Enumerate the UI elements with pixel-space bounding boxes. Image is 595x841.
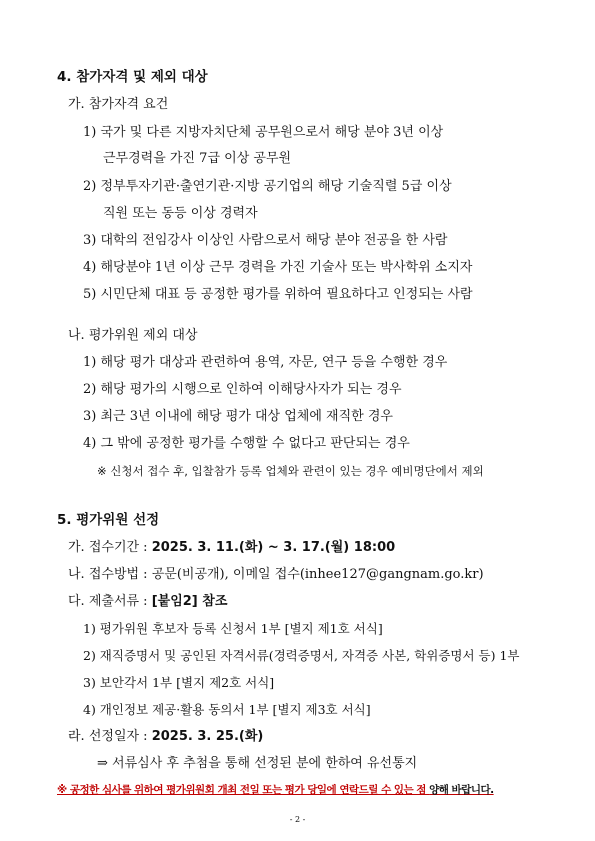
eligibility-item-cont: 직원 또는 동등 이상 경력자	[103, 206, 258, 221]
contact-alert-red: ※ 공정한 심사를 위하여 평가위원회 개최 전일 또는 평가 당일에 연락드릴 수 있는 점	[57, 784, 430, 796]
eligibility-item: 2) 정부투자기관·출연기관·지방 공기업의 해당 기술직렬 5급 이상	[83, 179, 452, 194]
method-row: 나. 접수방법 : 공문(비공개), 이메일 접수(inhee127@gangnam.go.kr)	[68, 567, 484, 582]
eligibility-item: 1) 국가 및 다른 지방자치단체 공무원으로서 해당 분야 3년 이상	[83, 125, 444, 140]
eligibility-item: 4) 해당분야 1년 이상 근무 경력을 가진 기술사 또는 박사학위 소지자	[83, 260, 473, 275]
exclusion-item: 4) 그 밖에 공정한 평가를 수행할 수 없다고 판단되는 경우	[83, 436, 410, 451]
exclusion-item: 1) 해당 평가 대상과 관련하여 용역, 자문, 연구 등을 수행한 경우	[83, 355, 448, 370]
date-note: ⇒ 서류심사 후 추첨을 통해 선정된 분에 한하여 유선통지	[97, 756, 418, 771]
docs-row	[68, 593, 227, 611]
period-row	[68, 539, 395, 557]
contact-alert	[57, 781, 494, 799]
docs-label: 다. 제출서류 :	[68, 594, 152, 609]
eligibility-item: 5) 시민단체 대표 등 공정한 평가를 위하여 필요하다고 인정되는 사람	[83, 287, 473, 302]
docs-value: [붙임2] 참조	[151, 594, 228, 609]
date-value: 2025. 3. 25.(화)	[151, 729, 264, 744]
doc-item: 2) 재직증명서 및 공인된 자격서류(경력증명서, 자격증 사본, 학위증명서 등) 1부	[83, 648, 520, 663]
doc-item: 4) 개인정보 제공·활용 동의서 1부 [별지 제3호 서식]	[83, 702, 371, 717]
doc-item: 1) 평가위원 후보자 등록 신청서 1부 [별지 제1호 서식]	[83, 621, 383, 636]
doc-item: 3) 보안각서 1부 [별지 제2호 서식]	[83, 675, 275, 690]
period-value: 2025. 3. 11.(화) ~ 3. 17.(월) 18:00	[151, 540, 396, 555]
date-row	[68, 728, 263, 746]
date-label: 라. 선정일자 :	[68, 729, 152, 744]
section-4-heading: 4. 참가자격 및 제외 대상	[57, 69, 208, 85]
exclusion-item: 3) 최근 3년 이내에 해당 평가 대상 업체에 재직한 경우	[83, 409, 393, 424]
contact-alert-black: 양해 바랍니다.	[429, 784, 494, 796]
section-5-heading: 5. 평가위원 선정	[57, 512, 160, 528]
exclusion-item: 2) 해당 평가의 시행으로 인하여 이해당사자가 되는 경우	[83, 382, 402, 397]
page-number: - 2 -	[289, 815, 306, 824]
subsection-b-title: 나. 평가위원 제외 대상	[68, 328, 198, 343]
period-label: 가. 접수기간 :	[68, 540, 152, 555]
exclusion-note: ※ 신청서 접수 후, 입찰참가 등록 업체와 관련이 있는 경우 예비명단에서 제외	[97, 464, 484, 478]
subsection-a-title: 가. 참가자격 요건	[68, 97, 169, 112]
eligibility-item-cont: 근무경력을 가진 7급 이상 공무원	[103, 151, 292, 166]
eligibility-item: 3) 대학의 전임강사 이상인 사람으로서 해당 분야 전공을 한 사람	[83, 233, 448, 248]
